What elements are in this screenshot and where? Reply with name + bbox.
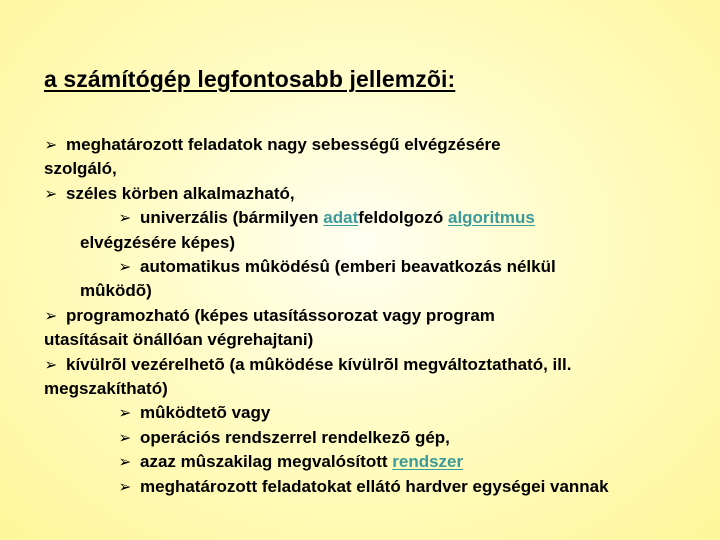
list-item bbox=[44, 450, 704, 474]
item-text: operációs rendszerrel rendelkezõ gép, bbox=[140, 427, 450, 447]
item-text: univerzális (bármilyen bbox=[140, 208, 324, 228]
bullet-list bbox=[44, 133, 704, 499]
item-text-cont: elvégzésére képes) bbox=[80, 232, 235, 252]
arrowhead-bullet-icon: ➢ bbox=[118, 452, 132, 472]
list-item bbox=[44, 304, 704, 353]
list-item bbox=[44, 426, 704, 450]
item-text: széles körben alkalmazható, bbox=[66, 183, 295, 203]
arrowhead-bullet-icon: ➢ bbox=[44, 183, 58, 203]
item-text: feldolgozó bbox=[358, 208, 448, 228]
adat-link[interactable]: adat bbox=[323, 208, 359, 228]
item-text: kívülrõl vezérelhetõ (a mûködése kívülrõl megváltoztatható, ill. bbox=[66, 354, 572, 374]
list-item bbox=[44, 182, 704, 206]
list-item bbox=[44, 475, 704, 499]
list-item bbox=[44, 206, 704, 255]
item-text-cont: megszakítható) bbox=[44, 379, 168, 399]
item-text-cont: utasításait önállóan végrehajtani) bbox=[44, 330, 314, 350]
arrowhead-bullet-icon: ➢ bbox=[44, 354, 58, 374]
item-text: meghatározott feladatok nagy sebességű elvégzésére bbox=[66, 135, 501, 154]
item-text: azaz mûszakilag megvalósított bbox=[140, 452, 393, 472]
slide-title: a számítógép legfontosabb jellemzõi: bbox=[44, 66, 456, 92]
list-item bbox=[44, 353, 704, 402]
arrowhead-bullet-icon: ➢ bbox=[44, 305, 58, 325]
item-text-cont: mûködõ) bbox=[80, 281, 152, 301]
item-text-cont: szolgáló, bbox=[44, 159, 117, 179]
item-text: mûködtetõ vagy bbox=[140, 403, 271, 423]
arrowhead-bullet-icon: ➢ bbox=[44, 135, 58, 154]
arrowhead-bullet-icon: ➢ bbox=[118, 257, 132, 277]
item-text: meghatározott feladatokat ellátó hardver egységei vannak bbox=[140, 476, 609, 496]
item-text: automatikus mûködésû (emberi beavatkozás nélkül bbox=[140, 257, 556, 277]
arrowhead-bullet-icon: ➢ bbox=[118, 403, 132, 423]
list-item bbox=[44, 133, 704, 182]
list-item bbox=[44, 255, 704, 304]
rendszer-link[interactable]: rendszer bbox=[392, 452, 464, 472]
arrowhead-bullet-icon: ➢ bbox=[118, 476, 132, 496]
item-text: programozható (képes utasítássorozat vagy program bbox=[66, 305, 495, 325]
list-item bbox=[44, 401, 704, 425]
arrowhead-bullet-icon: ➢ bbox=[118, 427, 132, 447]
algoritmus-link[interactable]: algoritmus bbox=[447, 208, 535, 228]
arrowhead-bullet-icon: ➢ bbox=[118, 208, 132, 228]
